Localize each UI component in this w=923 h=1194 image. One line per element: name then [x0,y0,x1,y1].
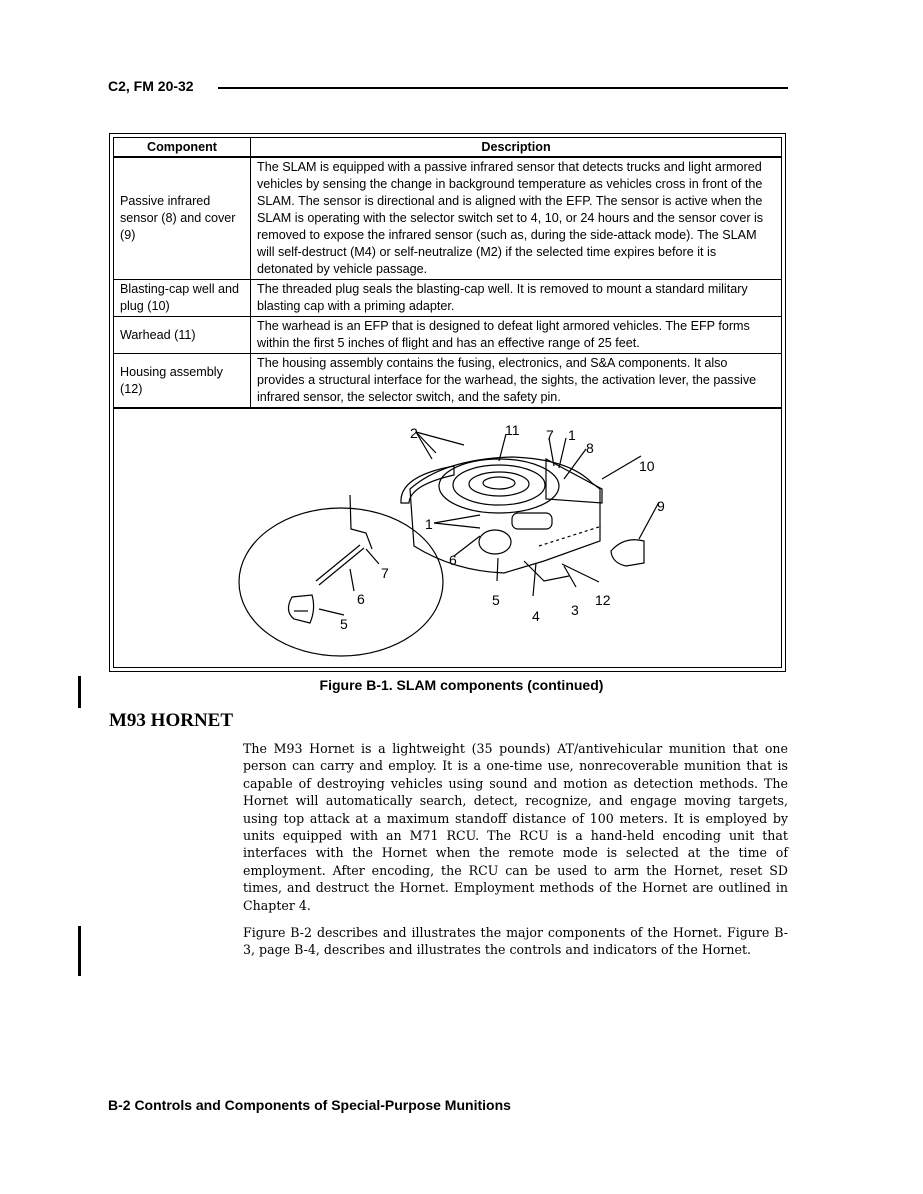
figure-caption: Figure B-1. SLAM components (continued) [319,677,604,693]
page-header-id: C2, FM 20-32 [108,78,194,94]
callout-label: 5 [492,592,500,608]
callout-label: 12 [595,592,611,608]
callout-label: 5 [340,616,348,632]
body-paragraph: Figure B-2 describes and illustrates the major components of the Hornet. Figure B-3, page B-4, describes and illustrates the controls and indicators of the Hornet. [243,925,788,958]
description-cell: The threaded plug seals the blasting-cap well. It is removed to mount a standard military blasting cap with a priming adapter. [251,280,782,317]
table-row [114,354,781,409]
callout-label: 4 [532,608,540,624]
callout-label: 7 [546,427,554,443]
components-table-frame [109,133,786,672]
callout-label: 1 [425,516,433,532]
description-cell: The SLAM is equipped with a passive infrared sensor that detects trucks and light armored vehicles by sensing the change in background temperature as vehicles cross in front of the SLAM. The sensor is directional and is aligned with the EFP. The sensor is active when the SLAM is operating with the selector switch set to 4, 10, or 24 hours and the sensor cover is removed to expose the infrared sensor (such as, during the side-attack mode). The SLAM will self-destruct (M4) or self-neutralize (M2) if the selected time expires before it is detonated by vehicle passage. [251,157,782,280]
callout-label: 6 [357,591,365,607]
callout-label: 10 [639,458,655,474]
callout-label: 6 [449,552,457,568]
table-header-row [114,138,781,157]
callout-label: 3 [571,602,579,618]
warhead-dish-inner [469,472,529,496]
inset-pin-6 [316,545,364,585]
component-cell: Warhead (11) [114,317,251,354]
inset-tab-5 [288,595,313,623]
components-table-inner [113,137,782,668]
description-cell: The housing assembly contains the fusing, electronics, and S&A components. It also provides a structural interface for the warhead, the sights, the activation lever, the passive infrared sensor, the selector switch, and the safety pin. [251,354,782,409]
section-heading: M93 HORNET [109,710,234,731]
callout-label: 1 [568,427,576,443]
sensor-cover [611,540,644,566]
callout-label: 8 [586,440,594,456]
slam-figure [114,411,781,667]
callout-label: 11 [505,422,520,438]
callout-label: 2 [410,425,418,441]
callout-label: 7 [381,565,389,581]
component-cell: Passive infrared sensor (8) and cover (9) [114,157,251,280]
table-row [114,157,781,280]
table-row [114,280,781,317]
inset-lever-7 [350,495,372,549]
slam-illustration [114,411,783,673]
change-bar [78,676,81,708]
header-rule [218,87,788,89]
description-cell: The warhead is an EFP that is designed to defeat light armored vehicles. The EFP forms within the first 5 inches of flight and has an effective range of 25 feet. [251,317,782,354]
page-footer: B-2 Controls and Components of Special-Purpose Munitions [108,1097,511,1113]
selector-switch [512,513,552,529]
component-cell: Blasting-cap well and plug (10) [114,280,251,317]
change-bar [78,926,81,976]
components-table [114,138,781,409]
fuze-lever [479,530,511,554]
component-cell: Housing assembly (12) [114,354,251,409]
callout-label: 9 [657,498,665,514]
warhead-dish-mid [453,465,545,505]
column-header-component: Component [114,138,251,157]
column-header-description: Description [251,138,782,157]
table-row [114,317,781,354]
housing-body [410,457,600,573]
body-paragraph: The M93 Hornet is a lightweight (35 pounds) AT/antivehicular munition that one person can carry and employ. It is a one-time use, nonrecoverable munition that is capable of destroying vehicles using sound and motion as detection methods. The Hornet will automatically search, detect, recognize, and engage moving targets, using top attack at a maximum standoff distance of 100 meters. It is employed by units equipped with an M71 RCU. The RCU is a hand-held encoding unit that interfaces with the Hornet when the remote mode is selected at the time of employment. After encoding, the RCU can be used to arm the Hornet, reset SD times, and destruct the Hornet. Employment methods of the Hornet are outlined in Chapter 4. [243,741,788,913]
